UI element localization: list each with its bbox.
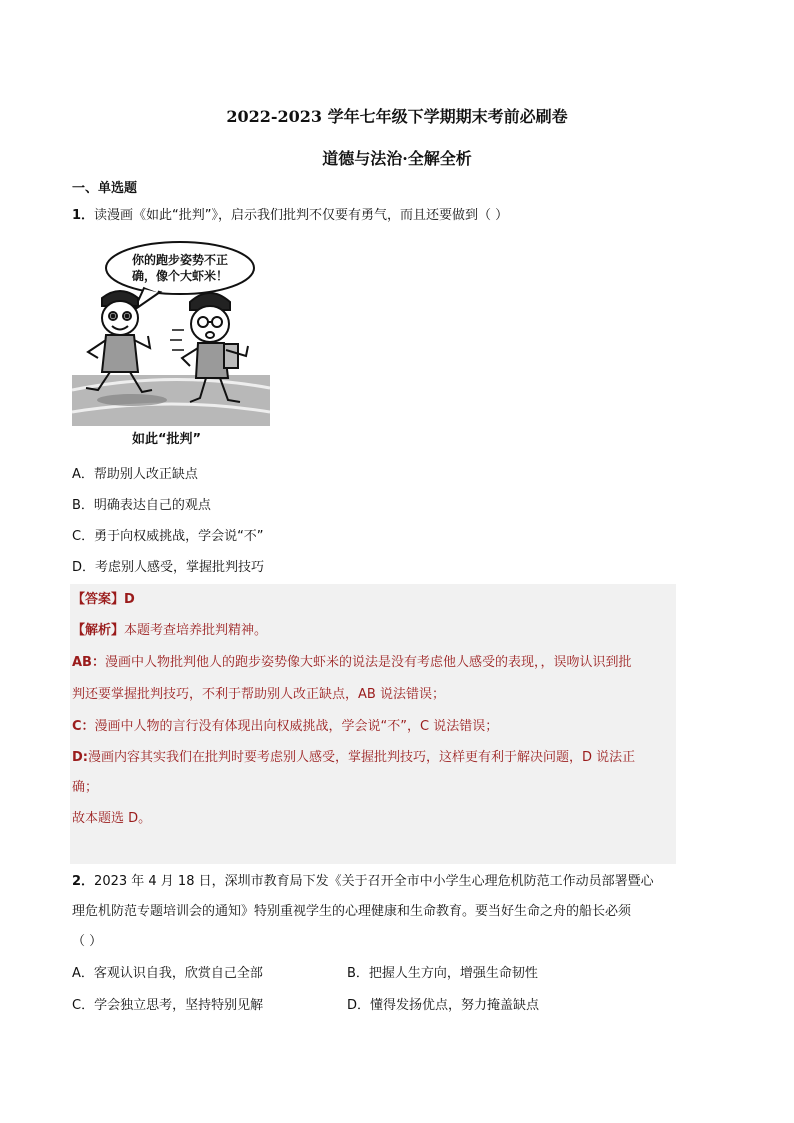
answer-tag: 【答案】 — [72, 592, 125, 607]
analysis-d-text-1: 漫画内容其实我们在批判时要考虑别人感受，掌握批判技巧，这样更有利于解决问题，D 说法正 — [88, 750, 636, 765]
q2-option-d: D．懂得发扬优点，努力掩盖缺点 — [347, 998, 540, 1013]
answer-value: D — [124, 592, 135, 607]
question-2-stem-line-3: （ ） — [72, 934, 103, 949]
question-2-stem-line-1 — [72, 873, 654, 891]
analysis-intro: 本题考查培养批判精神。 — [124, 623, 268, 638]
question-2-number: 2． — [72, 874, 95, 889]
option-c: C．勇于向权威挑战，学会说“不” — [72, 529, 264, 544]
analysis-ab-line-2: 判还要掌握批判技巧，不利于帮助别人改正缺点，AB 说法错误； — [72, 687, 445, 702]
cartoon-illustration — [72, 240, 270, 426]
option-d: D．考虑别人感受，掌握批判技巧 — [72, 560, 265, 575]
question-1-stem — [72, 207, 508, 225]
question-2-text-1: 2023 年 4 月 18 日，深圳市教育局下发《关于召开全市中小学生心理危机防范工作动员部署暨心 — [94, 874, 654, 889]
answer-line — [72, 591, 135, 609]
analysis-intro-line — [72, 622, 267, 640]
analysis-conclusion: 故本题选 D。 — [72, 811, 152, 826]
question-2-stem-line-2: 理危机防范专题培训会的通知》特别重视学生的心理健康和生命教育。要当好生命之舟的船长必须 — [72, 904, 632, 919]
analysis-d-tag: D: — [72, 750, 88, 765]
analysis-ab-tag: AB： — [72, 655, 105, 670]
document-title: 2022-2023 学年七年级下学期期末考前必刷卷 — [226, 107, 568, 126]
analysis-ab-text-1: 漫画中人物批判他人的跑步姿势像大虾米的说法是没有考虑他人感受的表现，，误吻认识到批 — [104, 655, 632, 670]
analysis-c-tag: C： — [72, 719, 95, 734]
speech-line-2: 确，像个大虾米！ — [131, 269, 229, 283]
question-1-text: 读漫画《如此“批判”》，启示我们批判不仅要有勇气，而且还要做到（ ） — [94, 208, 509, 223]
analysis-d-line-2: 确； — [72, 780, 99, 795]
q2-option-a: A．客观认识自我，欣赏自己全部 — [72, 966, 263, 981]
q2-option-c: C．学会独立思考，坚持特别见解 — [72, 998, 264, 1013]
section-heading: 一、单选题 — [72, 181, 138, 196]
analysis-tag: 【解析】 — [72, 623, 125, 638]
q2-option-b: B．把握人生方向，增强生命韧性 — [347, 966, 538, 981]
option-a: A．帮助别人改正缺点 — [72, 467, 198, 482]
analysis-ab-line-1 — [72, 654, 632, 672]
cartoon-caption: 如此“批判” — [132, 432, 202, 447]
analysis-c-text: 漫画中人物的言行没有体现出向权威挑战，学会说“不”，C 说法错误； — [94, 719, 499, 734]
speech-line-1: 你的跑步姿势不正 — [131, 253, 229, 267]
analysis-d-line-1 — [72, 749, 635, 767]
analysis-c-line — [72, 718, 498, 736]
option-b: B．明确表达自己的观点 — [72, 498, 211, 513]
document-subtitle: 道德与法治·全解全析 — [322, 149, 472, 168]
question-1-number: 1． — [72, 208, 95, 223]
